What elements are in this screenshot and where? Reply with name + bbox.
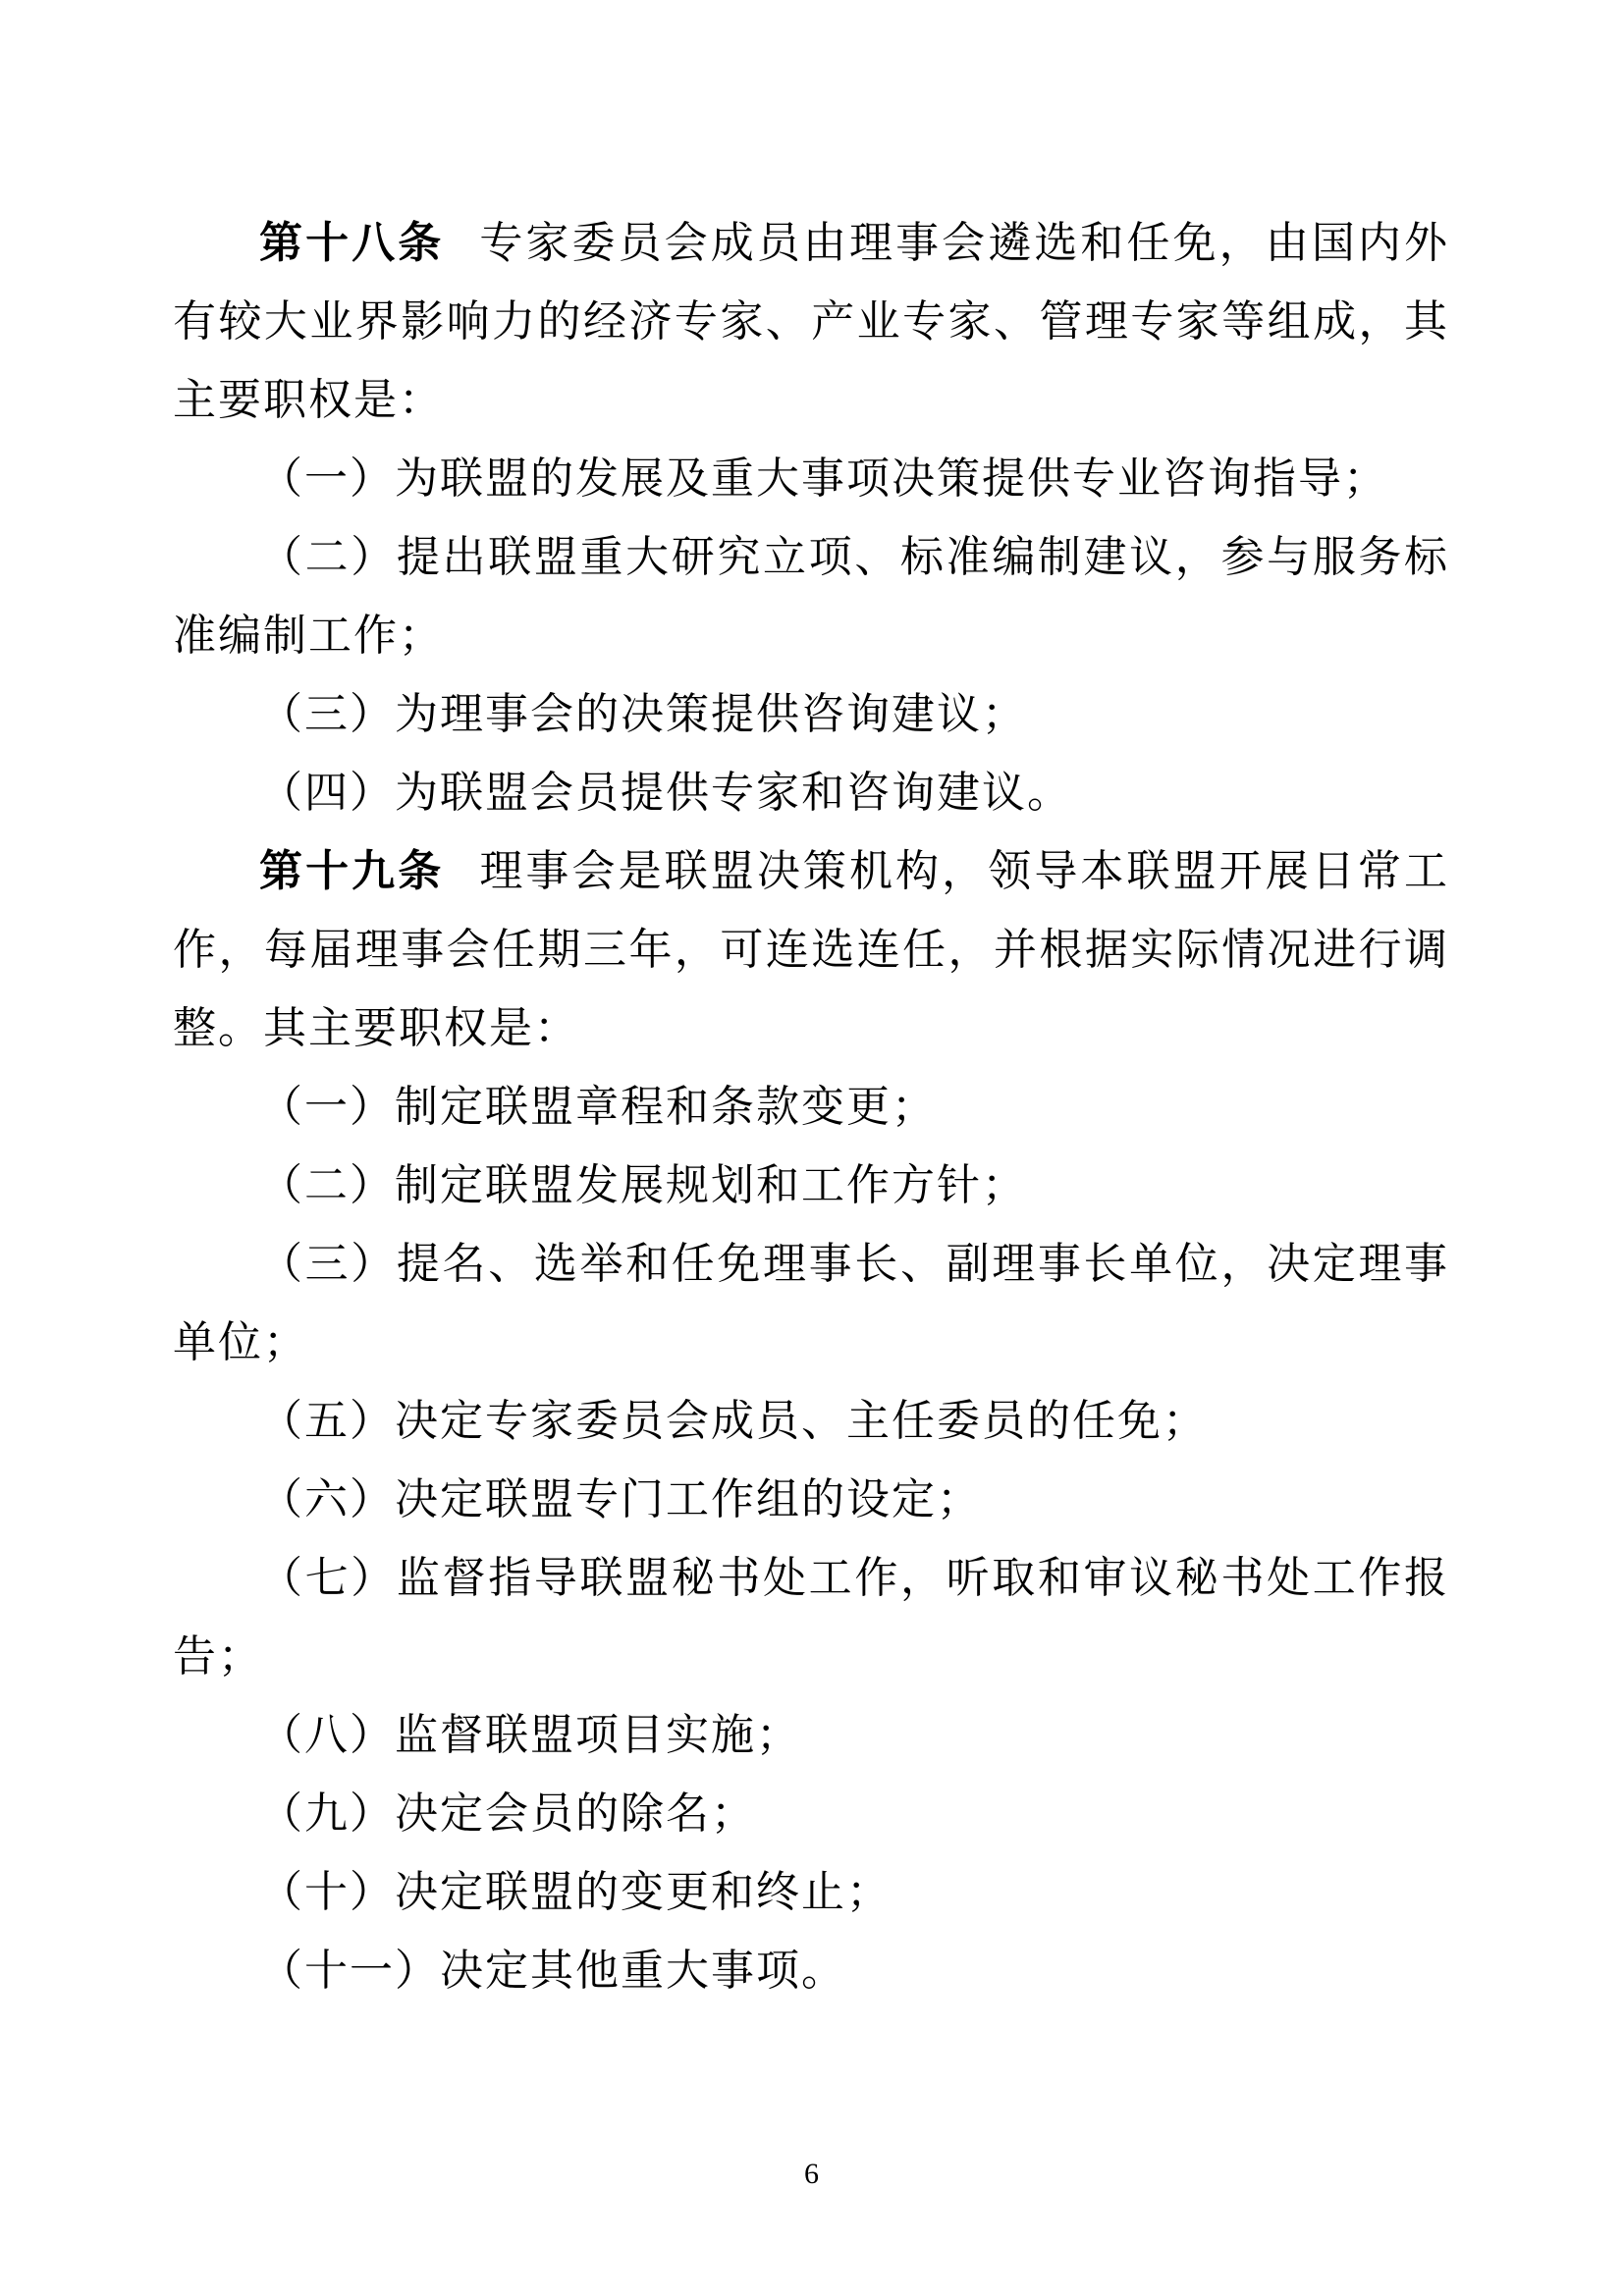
paragraph-text: （二）制定联盟发展规划和工作方针； <box>259 1161 1027 1209</box>
clause-item <box>173 1696 1449 1775</box>
clause-item <box>173 518 1449 675</box>
clause-item <box>173 1382 1449 1461</box>
paragraph-text: （四）为联盟会员提供专家和咨询建议。 <box>259 769 1072 817</box>
paragraph-text: （一）制定联盟章程和条款变更； <box>259 1083 937 1131</box>
paragraph-text: （十一）决定其他重大事项。 <box>259 1947 846 1995</box>
article-number-label: 第十九条 <box>259 847 445 895</box>
paragraph-text: （三）提名、选举和任免理事长、副理事长单位，决定理事单位； <box>173 1240 1449 1366</box>
paragraph-text: （八）监督联盟项目实施； <box>259 1711 801 1759</box>
paragraph-text: （三）为理事会的决策提供咨询建议； <box>259 690 1027 738</box>
paragraph-text: 理事会是联盟决策机构，领导本联盟开展日常工作，每届理事会任期三年，可连选连任，并根据实际情况进行调整。其主要职权是： <box>173 847 1450 1052</box>
clause-item <box>173 1775 1449 1853</box>
paragraph-text: （九）决定会员的除名； <box>259 1789 756 1838</box>
clause-item <box>173 1068 1449 1147</box>
page-number: 6 <box>804 2158 819 2190</box>
paragraph-text: （七）监督指导联盟秘书处工作，听取和审议秘书处工作报告； <box>173 1554 1449 1681</box>
article-paragraph <box>173 204 1449 440</box>
clause-item <box>173 754 1449 832</box>
paragraph-text: （十）决定联盟的变更和终止； <box>259 1868 892 1916</box>
clause-item <box>173 440 1449 518</box>
article-number-label: 第十八条 <box>259 219 445 267</box>
clause-item <box>173 1932 1449 2010</box>
paragraph-text: （一）为联盟的发展及重大事项决策提供专业咨询指导； <box>259 454 1388 503</box>
clause-item <box>173 1147 1449 1225</box>
article-paragraph <box>173 832 1449 1068</box>
paragraph-text: （二）提出联盟重大研究立项、标准编制建议，参与服务标准编制工作； <box>173 533 1449 660</box>
paragraph-text: （五）决定专家委员会成员、主任委员的任免； <box>259 1397 1208 1445</box>
clause-item <box>173 675 1449 754</box>
document-body <box>173 204 1449 2010</box>
clause-item <box>173 1225 1449 1382</box>
clause-item <box>173 1539 1449 1696</box>
paragraph-text: 专家委员会成员由理事会遴选和任免，由国内外有较大业界影响力的经济专家、产业专家、管理专家等组成，其主要职权是： <box>173 219 1450 424</box>
paragraph-text: （六）决定联盟专门工作组的设定； <box>259 1475 982 1523</box>
clause-item <box>173 1461 1449 1539</box>
clause-item <box>173 1853 1449 1932</box>
